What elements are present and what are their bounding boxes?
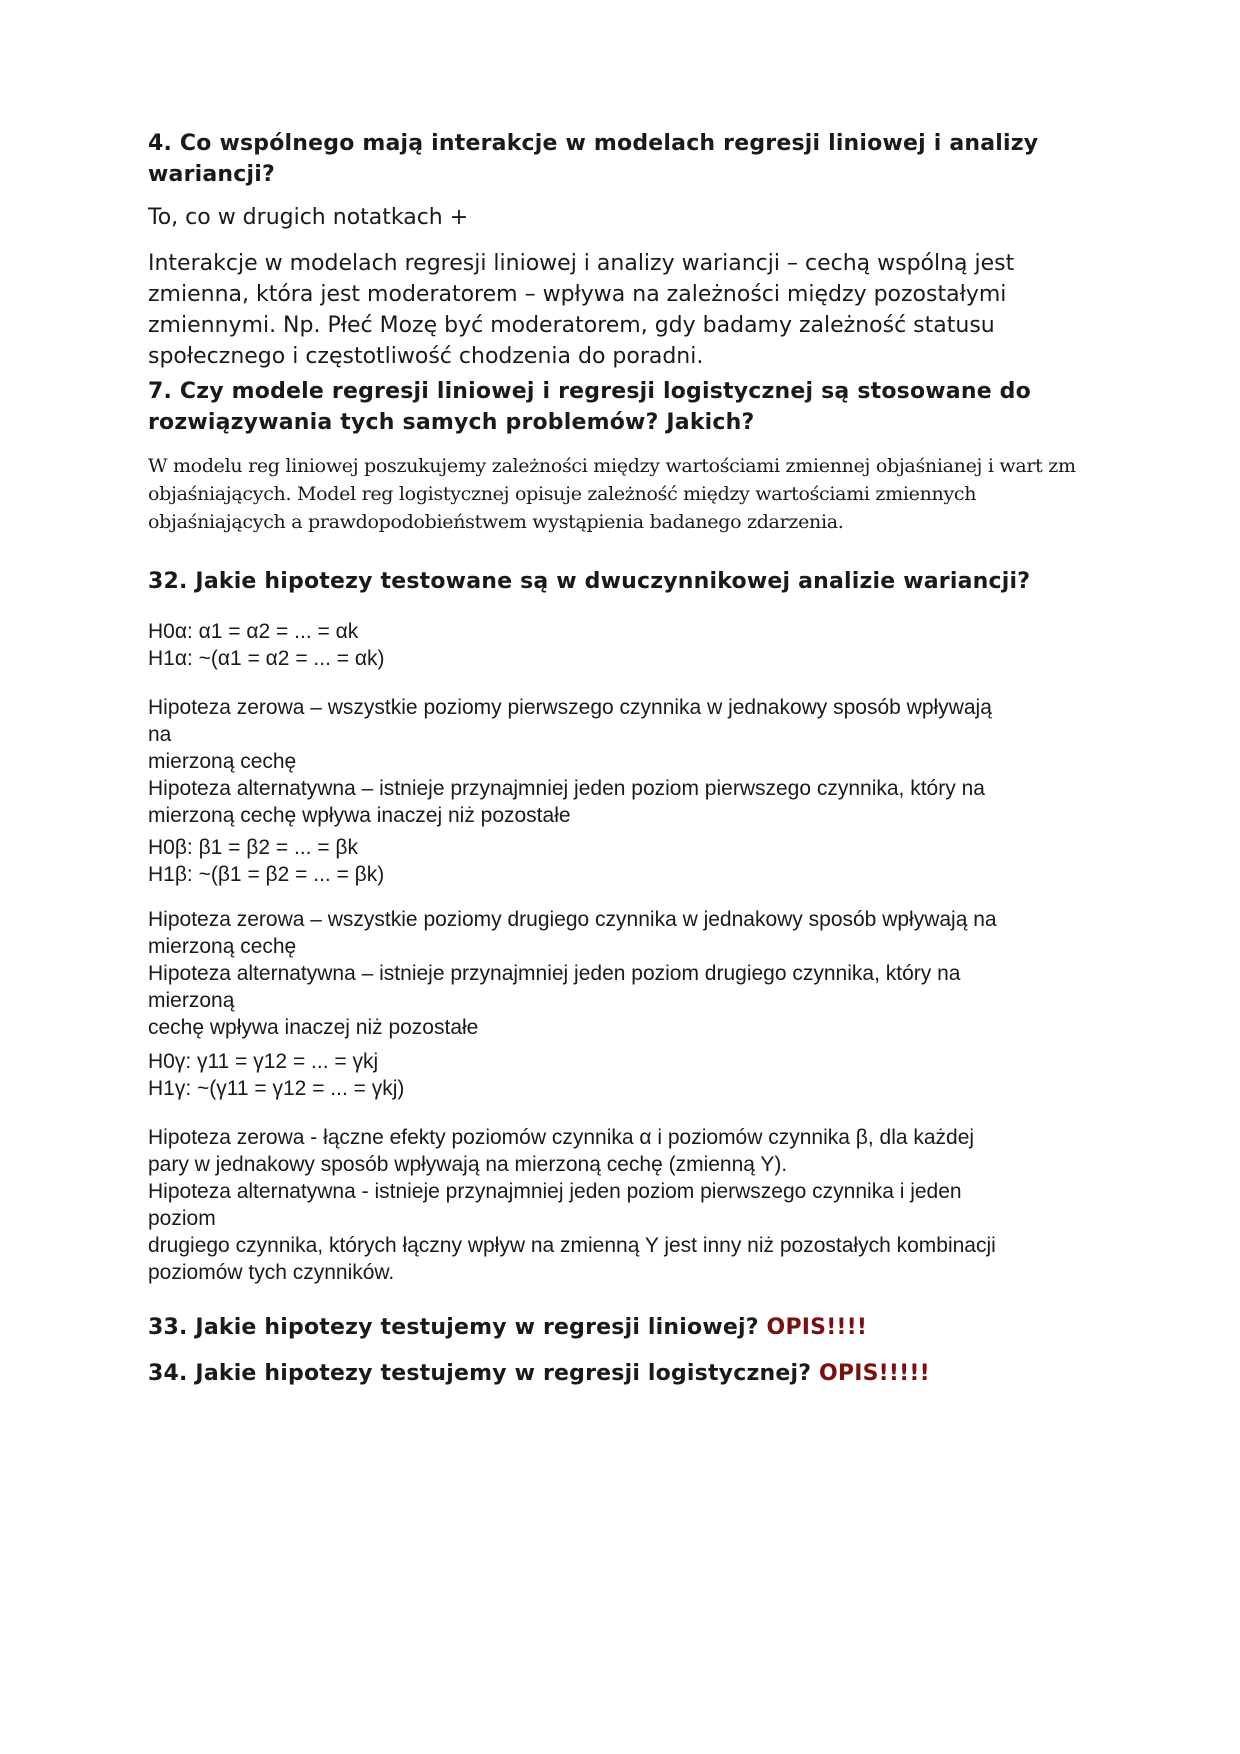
question-4-heading: [148, 128, 1038, 190]
gamma-description: [148, 1124, 996, 1286]
description-line: Hipoteza zerowa – wszystkie poziomy drugiego czynnika w jednakowy sposób wpływają na: [148, 908, 997, 931]
description-line: mierzoną: [148, 989, 235, 1012]
answer-line: W modelu reg liniowej poszukujemy zależności między wartościami zmiennej objaśnianej i wart zm: [148, 455, 1076, 477]
answer-line: społecznego i częstotliwość chodzenia do poradni.: [148, 344, 704, 369]
question-32-heading: [148, 566, 1030, 597]
question-7-answer: [148, 452, 1076, 536]
question-4-answer: [148, 248, 1014, 372]
description-line: mierzoną cechę wpływa inaczej niż pozostałe: [148, 804, 571, 827]
description-line: Hipoteza alternatywna – istnieje przynajmniej jeden poziom pierwszego czynnika, który na: [148, 777, 985, 800]
hypothesis-line: H0γ: γ11 = γ12 = ... = γkj: [148, 1050, 379, 1073]
description-line: pary w jednakowy sposób wpływają na mierzoną cechę (zmienną Y).: [148, 1153, 788, 1176]
gamma-hypotheses: [148, 1048, 404, 1102]
hypothesis-line: H0β: β1 = β2 = ... = βk: [148, 836, 358, 859]
hypothesis-line: H1α: ~(α1 = α2 = ... = αk): [148, 647, 385, 670]
heading-line: rozwiązywania tych samych problemów? Jakich?: [148, 410, 755, 435]
answer-line: Interakcje w modelach regresji liniowej i analizy wariancji – cechą wspólną jest: [148, 251, 1015, 276]
description-line: mierzoną cechę: [148, 935, 297, 958]
description-line: Hipoteza alternatywna - istnieje przynajmniej jeden poziom pierwszego czynnika i jeden: [148, 1180, 962, 1203]
question-34-heading: [148, 1358, 930, 1389]
heading-line: wariancji?: [148, 162, 275, 187]
question-4-intro: To, co w drugich notatkach +: [148, 205, 469, 230]
hypothesis-line: H0α: α1 = α2 = ... = αk: [148, 620, 359, 643]
description-line: Hipoteza zerowa – wszystkie poziomy pierwszego czynnika w jednakowy sposób wpływają: [148, 696, 992, 719]
description-line: poziomów tych czynników.: [148, 1261, 395, 1284]
alpha-hypotheses: [148, 618, 385, 672]
alpha-description: [148, 694, 992, 829]
answer-line: zmienna, która jest moderatorem – wpływa na zależności między pozostałymi: [148, 282, 1007, 307]
beta-hypotheses: [148, 834, 384, 888]
hypothesis-line: H1β: ~(β1 = β2 = ... = βk): [148, 863, 385, 886]
description-line: Hipoteza alternatywna – istnieje przynajmniej jeden poziom drugiego czynnika, który na: [148, 962, 961, 985]
answer-line: zmiennymi. Np. Płeć Mozę być moderatorem, gdy badamy zależność statusu: [148, 313, 995, 338]
heading-text: 33. Jakie hipotezy testujemy w regresji liniowej?: [148, 1315, 759, 1340]
description-line: na: [148, 723, 172, 746]
opis-marker: OPIS!!!!!: [819, 1361, 930, 1386]
answer-line: objaśniających a prawdopodobieństwem wystąpienia badanego zdarzenia.: [148, 511, 844, 533]
description-line: poziom: [148, 1207, 216, 1230]
heading-text: 34. Jakie hipotezy testujemy w regresji logistycznej?: [148, 1361, 812, 1386]
question-33-heading: [148, 1312, 867, 1343]
heading-line: 4. Co wspólnego mają interakcje w modelach regresji liniowej i analizy: [148, 131, 1039, 156]
answer-line: objaśniających. Model reg logistycznej opisuje zależność między wartościami zmiennych: [148, 483, 977, 505]
opis-marker: OPIS!!!!: [766, 1315, 868, 1340]
heading-line: 32. Jakie hipotezy testowane są w dwuczynnikowej analizie wariancji?: [148, 569, 1031, 594]
question-7-heading: [148, 376, 1031, 438]
description-line: cechę wpływa inaczej niż pozostałe: [148, 1016, 479, 1039]
heading-line: 7. Czy modele regresji liniowej i regresji logistycznej są stosowane do: [148, 379, 1031, 404]
description-line: Hipoteza zerowa - łączne efekty poziomów czynnika α i poziomów czynnika β, dla każdej: [148, 1126, 975, 1149]
hypothesis-line: H1γ: ~(γ11 = γ12 = ... = γkj): [148, 1077, 405, 1100]
description-line: drugiego czynnika, których łączny wpływ na zmienną Y jest inny niż pozostałych kombinacji: [148, 1234, 996, 1257]
description-line: mierzoną cechę: [148, 750, 297, 773]
beta-description: [148, 906, 997, 1041]
